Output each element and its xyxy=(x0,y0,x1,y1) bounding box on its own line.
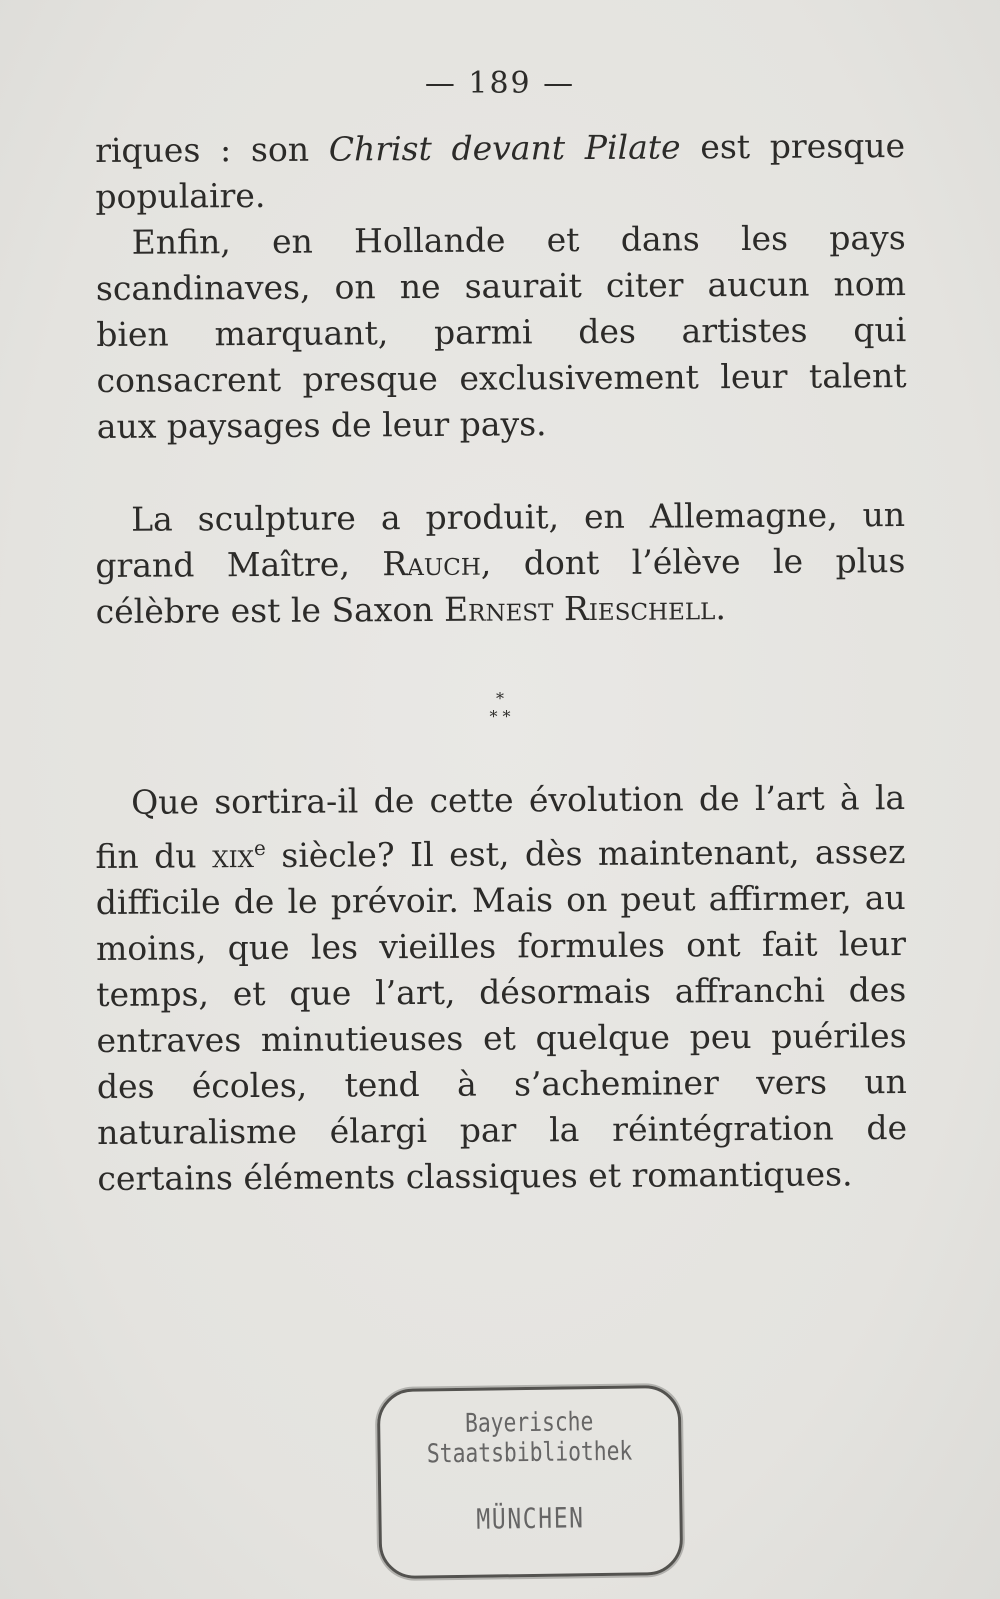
text-block-top xyxy=(95,123,907,450)
stamp-line: Staatsbibliothek xyxy=(426,1436,633,1470)
person-name: Ernest Rieschell xyxy=(443,588,716,629)
artwork-title: Christ devant Pilate xyxy=(328,127,681,169)
text-block-conclusion xyxy=(95,775,908,1202)
asterism-top: * xyxy=(496,689,504,708)
paragraph-holland: Enfin, en Hollande et dans les pays scandinaves, on ne saurait citer aucun nom bien marquant, parmi des artistes qui consacrent presque exclusivement leur talent aux paysages de leur pays. xyxy=(95,218,907,446)
asterism-divider xyxy=(470,690,530,726)
text-block-sculpture xyxy=(95,492,906,635)
paragraph-text: . xyxy=(715,588,727,628)
century-suffix: e xyxy=(253,835,266,861)
paragraph-continuation xyxy=(95,123,906,220)
paragraph-text: siècle? Il est, dès maintenant, assez difficile de le prévoir. Mais on peut affirmer, au moins, que les vieilles formules ont fait leur temps, et que l’art, désormais affranchi des entraves minutieuses et quelque peu puériles des écoles, tend à s’acheminer vers un naturalisme élargi par la réintégration de certains éléments classiques et romantiques. xyxy=(95,832,908,1198)
page-number: — 189 — xyxy=(424,66,576,101)
person-name: Rauch xyxy=(382,543,481,584)
century-numeral: xix xyxy=(212,836,255,876)
paragraph-text: , dont l’élève le plus célèbre est le Saxon xyxy=(95,541,906,631)
paragraph-conclusion xyxy=(95,775,908,1202)
paragraph-sculpture xyxy=(95,492,906,635)
paragraph-text: est presque populaire. xyxy=(95,126,906,216)
paragraph-text: La sculpture a produit, en Allemagne, un grand Maître, xyxy=(95,495,906,585)
asterism-bottom: * * xyxy=(489,707,511,726)
paragraph-text: riques : son xyxy=(95,129,329,170)
paragraph-text: Que sortira-il de cette évolution de l’art à la fin du xyxy=(95,778,906,876)
stamp-city: MÜNCHEN xyxy=(476,1501,585,1536)
stamp-line: Bayerische xyxy=(464,1407,594,1439)
library-stamp xyxy=(377,1385,684,1579)
